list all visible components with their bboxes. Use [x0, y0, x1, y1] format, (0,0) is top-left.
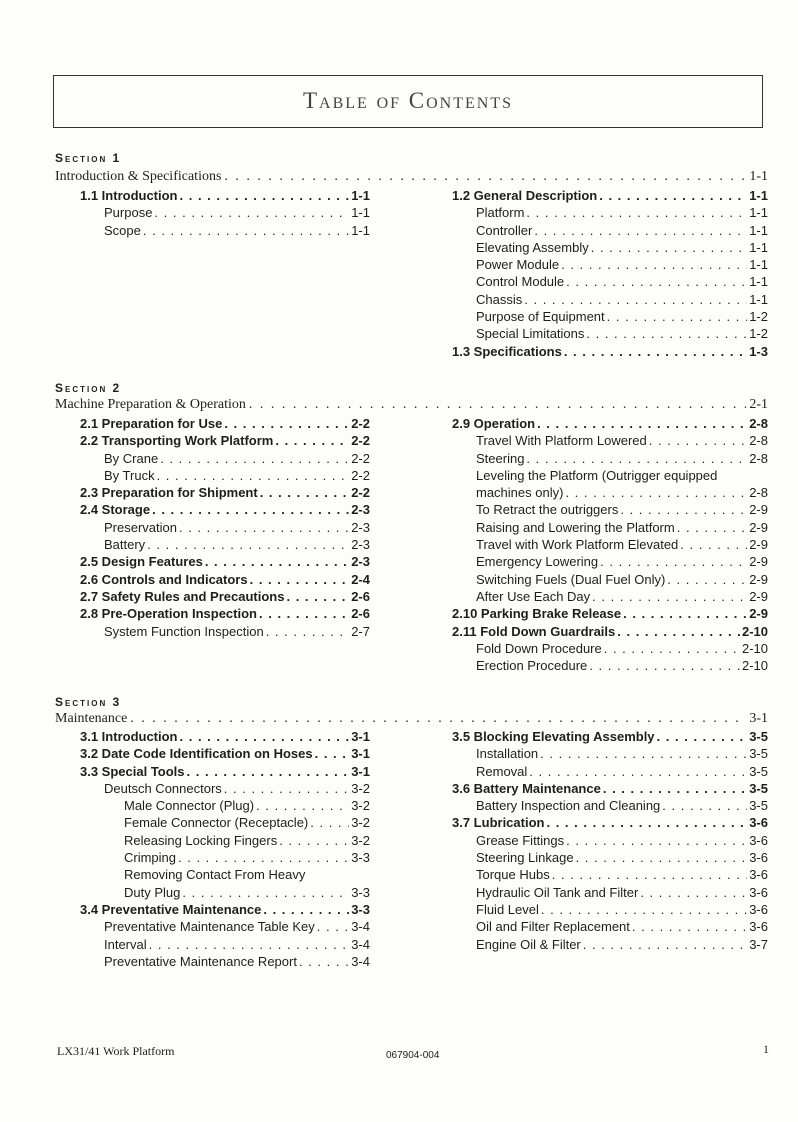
toc-entry-title: Chassis: [476, 291, 523, 307]
section-title: Introduction & Specifications: [55, 169, 222, 184]
toc-entry[interactable]: [80, 918, 370, 935]
toc-entry-title: 3.4 Preventative Maintenance: [80, 901, 262, 917]
toc-entry-page: 3-6: [749, 884, 768, 900]
toc-entry-title: 2.7 Safety Rules and Precautions: [80, 588, 285, 604]
toc-entry-title: Leveling the Platform (Outrigger equipped: [476, 467, 718, 483]
toc-entry-title: 1.3 Specifications: [452, 343, 562, 359]
toc-entry[interactable]: [80, 953, 370, 970]
toc-entry-title: Controller: [476, 222, 533, 238]
toc-entry[interactable]: [80, 745, 370, 762]
dot-leader: [546, 814, 747, 831]
toc-entry-page: 2-8: [749, 485, 768, 501]
dot-leader: [299, 953, 349, 970]
toc-column-right: [452, 187, 768, 360]
dot-leader: [537, 415, 747, 432]
toc-column-right: [452, 728, 768, 953]
toc-entry-title: By Truck: [104, 467, 155, 483]
toc-entry[interactable]: [452, 553, 768, 570]
toc-entry-page: 2-3: [351, 502, 370, 518]
toc-entry[interactable]: [80, 432, 370, 449]
toc-entry-page: 1-1: [749, 239, 768, 255]
toc-entry[interactable]: [452, 780, 768, 797]
toc-entry-title: Hydraulic Oil Tank and Filter: [476, 884, 639, 900]
dot-leader: [566, 832, 747, 849]
dot-leader: [566, 273, 747, 290]
toc-entry-page: 2-9: [749, 571, 768, 587]
toc-entry-title: Grease Fittings: [476, 832, 565, 848]
toc-entry-page: 1-1: [351, 205, 370, 221]
toc-entry-title: Fluid Level: [476, 901, 539, 917]
dot-leader: [205, 553, 349, 570]
section-page: 1-1: [749, 169, 768, 184]
dot-leader: [620, 501, 747, 518]
toc-entry[interactable]: [80, 814, 370, 831]
toc-entry[interactable]: [80, 501, 370, 518]
dot-leader: [667, 571, 747, 588]
toc-entry[interactable]: [452, 797, 768, 814]
dot-leader: [607, 308, 748, 325]
dot-leader: [564, 343, 747, 360]
toc-entry[interactable]: [452, 291, 768, 308]
dot-leader: [540, 745, 747, 762]
dot-leader: [662, 797, 747, 814]
toc-entry-title: Preservation: [104, 519, 177, 535]
toc-entry-title: 2.9 Operation: [452, 416, 536, 431]
dot-leader: [178, 849, 349, 866]
dot-leader: [187, 763, 350, 780]
dot-leader: [561, 256, 747, 273]
toc-entry[interactable]: [80, 728, 370, 745]
toc-entry-title: 2.1 Preparation for Use: [80, 416, 223, 431]
toc-entry-title: Battery: [104, 537, 146, 553]
toc-entry[interactable]: [452, 936, 768, 953]
toc-entry[interactable]: [452, 623, 768, 640]
toc-entry-title: Erection Procedure: [476, 658, 588, 674]
toc-entry-title: System Function Inspection: [104, 623, 264, 639]
toc-entry-page: 3-6: [749, 919, 768, 935]
toc-entry-title: Travel with Work Platform Elevated: [476, 537, 679, 553]
dot-leader: [259, 605, 349, 622]
toc-entry[interactable]: [452, 204, 768, 221]
dot-leader: [317, 918, 349, 935]
dot-leader: [632, 918, 747, 935]
toc-entry[interactable]: [452, 256, 768, 273]
toc-entry-page: 3-3: [351, 884, 370, 900]
toc-entry-title: Special Limitations: [476, 326, 585, 342]
toc-entry-title: After Use Each Day: [476, 588, 591, 604]
toc-entry[interactable]: [80, 763, 370, 780]
dot-leader: [160, 450, 349, 467]
toc-entry-page: 1-1: [749, 222, 768, 238]
toc-entry-title: 3.6 Battery Maintenance: [452, 780, 601, 796]
section-title-row[interactable]: [55, 397, 768, 413]
toc-entry-title: Male Connector (Plug): [124, 798, 255, 814]
toc-entry[interactable]: [452, 325, 768, 342]
toc-entry[interactable]: [452, 273, 768, 290]
toc-entry-page: 3-2: [351, 798, 370, 814]
toc-entry-page: 3-5: [749, 746, 768, 762]
dot-leader: [592, 588, 747, 605]
dot-leader: [152, 501, 349, 518]
toc-entry[interactable]: [80, 415, 370, 432]
toc-entry[interactable]: [452, 832, 768, 849]
toc-entry-page: 1-1: [351, 188, 370, 203]
dot-leader: [526, 450, 747, 467]
dot-leader: [565, 484, 747, 501]
toc-entry-page: 3-3: [351, 901, 370, 917]
toc-entry[interactable]: [452, 308, 768, 325]
toc-entry-page: 1-2: [749, 326, 768, 342]
footer-product: LX31/41 Work Platform: [57, 1044, 175, 1058]
dot-leader: [249, 397, 746, 413]
toc-entry-page: 2-2: [351, 450, 370, 466]
toc-entry-page: 2-9: [749, 537, 768, 553]
toc-entry-title: Deutsch Connectors: [104, 780, 222, 796]
toc-entry-page: 3-5: [749, 780, 768, 796]
toc-entry-title: Control Module: [476, 274, 565, 290]
dot-leader: [275, 432, 349, 449]
toc-entry-page: 3-5: [749, 729, 768, 744]
toc-entry-title: Interval: [104, 936, 147, 952]
toc-entry-page: 3-6: [749, 832, 768, 848]
toc-entry-page: 1-1: [749, 205, 768, 221]
dot-leader: [286, 588, 349, 605]
toc-entry[interactable]: [80, 901, 370, 918]
dot-leader: [649, 432, 747, 449]
toc-entry[interactable]: [80, 866, 370, 883]
dot-leader: [583, 936, 747, 953]
toc-entry-page: 3-1: [351, 729, 370, 744]
toc-entry[interactable]: [452, 187, 768, 204]
toc-entry-page: 2-2: [351, 433, 370, 449]
dot-leader: [604, 640, 740, 657]
toc-entry-title: 2.2 Transporting Work Platform: [80, 433, 274, 449]
dot-leader: [256, 797, 349, 814]
toc-entry[interactable]: [80, 450, 370, 467]
dot-leader: [591, 239, 747, 256]
toc-entry-title: 2.11 Fold Down Guardrails: [452, 623, 616, 639]
toc-entry-title: Elevating Assembly: [476, 239, 589, 255]
section-label: Section 2: [55, 381, 122, 395]
dot-leader: [534, 222, 747, 239]
toc-entry-page: 3-4: [351, 953, 370, 969]
section-title: Machine Preparation & Operation: [55, 397, 246, 412]
toc-entry[interactable]: [80, 536, 370, 553]
dot-leader: [529, 763, 747, 780]
toc-entry[interactable]: [80, 936, 370, 953]
toc-entry[interactable]: [80, 849, 370, 866]
toc-entry-title: Platform: [476, 205, 525, 221]
dot-leader: [310, 814, 349, 831]
toc-entry[interactable]: [452, 745, 768, 762]
dot-leader: [180, 728, 350, 745]
toc-entry-title: 3.2 Date Code Identification on Hoses: [80, 746, 313, 762]
section-title-row[interactable]: [55, 169, 768, 185]
toc-entry[interactable]: [452, 657, 768, 674]
toc-entry-page: 3-2: [351, 780, 370, 796]
dot-leader: [524, 291, 747, 308]
toc-entry[interactable]: [452, 415, 768, 432]
page-title: Table of Contents: [303, 88, 513, 113]
toc-entry-page: 3-7: [749, 936, 768, 952]
toc-entry[interactable]: [80, 204, 370, 221]
toc-entry[interactable]: [452, 814, 768, 831]
dot-leader: [250, 571, 350, 588]
toc-entry-page: 2-3: [351, 519, 370, 535]
dot-leader: [589, 657, 740, 674]
toc-entry[interactable]: [452, 467, 768, 484]
toc-entry[interactable]: [80, 553, 370, 570]
toc-entry[interactable]: [80, 222, 370, 239]
toc-entry-title: Fold Down Procedure: [476, 640, 602, 656]
toc-entry-title: Steering: [476, 450, 525, 466]
toc-entry-page: 2-9: [749, 519, 768, 535]
dot-leader: [600, 553, 747, 570]
toc-entry[interactable]: [452, 484, 768, 501]
toc-entry-title: Raising and Lowering the Platform: [476, 519, 675, 535]
toc-entry-page: 2-6: [351, 588, 370, 604]
section-title-row[interactable]: [55, 711, 768, 727]
section-title: Maintenance: [55, 711, 128, 726]
toc-entry-page: 2-8: [749, 433, 768, 449]
toc-entry-page: 3-2: [351, 815, 370, 831]
toc-entry-title: machines only): [476, 485, 564, 501]
toc-entry[interactable]: [452, 501, 768, 518]
toc-entry-title: Engine Oil & Filter: [476, 936, 581, 952]
toc-entry-title: Power Module: [476, 257, 560, 273]
toc-entry[interactable]: [80, 780, 370, 797]
toc-entry-page: 2-8: [749, 450, 768, 466]
toc-entry[interactable]: [452, 222, 768, 239]
toc-column-right: [452, 415, 768, 674]
toc-entry-page: 3-6: [749, 901, 768, 917]
toc-entry-page: 3-4: [351, 936, 370, 952]
toc-entry-title: Scope: [104, 222, 141, 238]
toc-entry-page: 3-5: [749, 798, 768, 814]
dot-leader: [680, 536, 747, 553]
footer-page-number: 1: [763, 1042, 769, 1056]
toc-entry-title: Removing Contact From Heavy: [124, 867, 306, 883]
toc-entry-page: 3-3: [351, 850, 370, 866]
toc-entry-page: 2-2: [351, 416, 370, 431]
toc-entry[interactable]: [452, 884, 768, 901]
dot-leader: [149, 936, 350, 953]
toc-entry-title: Oil and Filter Replacement: [476, 919, 630, 935]
toc-entry-title: Switching Fuels (Dual Fuel Only): [476, 571, 666, 587]
toc-entry[interactable]: [452, 901, 768, 918]
toc-entry-page: 2-10: [741, 623, 768, 639]
toc-entry-page: 3-1: [351, 763, 370, 779]
dot-leader: [315, 745, 350, 762]
dot-leader: [182, 884, 349, 901]
toc-entry-title: Removal: [476, 763, 528, 779]
toc-entry-title: Female Connector (Receptacle): [124, 815, 309, 831]
toc-entry[interactable]: [80, 467, 370, 484]
toc-entry[interactable]: [452, 536, 768, 553]
section-page: 3-1: [749, 711, 768, 726]
toc-entry-page: 3-2: [351, 832, 370, 848]
toc-entry-title: 2.4 Storage: [80, 502, 151, 518]
toc-entry-title: 2.3 Preparation for Shipment: [80, 485, 258, 501]
toc-entry[interactable]: [452, 343, 768, 360]
toc-entry-title: 2.8 Pre-Operation Inspection: [80, 606, 257, 622]
toc-entry-page: 1-1: [749, 188, 768, 203]
toc-entry[interactable]: [80, 588, 370, 605]
toc-entry-title: 3.7 Lubrication: [452, 815, 545, 831]
toc-entry-title: 3.5 Blocking Elevating Assembly: [452, 729, 655, 744]
toc-entry-title: Purpose of Equipment: [476, 309, 605, 325]
toc-entry[interactable]: [452, 918, 768, 935]
section-page: 2-1: [749, 397, 768, 412]
toc-entry-title: 3.1 Introduction: [80, 729, 178, 744]
toc-entry[interactable]: [452, 432, 768, 449]
toc-entry[interactable]: [452, 728, 768, 745]
toc-entry-page: 2-4: [351, 571, 370, 587]
dot-leader: [526, 204, 747, 221]
toc-entry-page: 2-2: [351, 485, 370, 501]
toc-entry[interactable]: [80, 884, 370, 901]
dot-leader: [617, 623, 740, 640]
dot-leader: [224, 415, 349, 432]
toc-entry-page: 2-7: [351, 623, 370, 639]
dot-leader: [154, 204, 349, 221]
toc-entry-page: 3-1: [351, 746, 370, 762]
toc-entry-title: Steering Linkage: [476, 850, 574, 866]
dot-leader: [260, 484, 350, 501]
toc-entry-title: Emergency Lowering: [476, 554, 599, 570]
toc-entry-page: 2-3: [351, 554, 370, 570]
toc-entry-title: 2.10 Parking Brake Release: [452, 606, 622, 622]
toc-entry-page: 2-2: [351, 467, 370, 483]
toc-entry[interactable]: [452, 588, 768, 605]
dot-leader: [179, 519, 349, 536]
toc-entry[interactable]: [452, 640, 768, 657]
toc-entry-title: Preventative Maintenance Table Key: [104, 919, 315, 935]
toc-entry[interactable]: [80, 484, 370, 501]
dot-leader: [279, 832, 349, 849]
toc-entry-page: 2-3: [351, 537, 370, 553]
toc-entry[interactable]: [80, 832, 370, 849]
dot-leader: [224, 780, 349, 797]
toc-entry-page: 2-10: [741, 640, 768, 656]
toc-entry-page: 3-5: [749, 763, 768, 779]
toc-entry-title: Preventative Maintenance Report: [104, 953, 297, 969]
toc-entry-page: 3-6: [749, 815, 768, 831]
toc-entry[interactable]: [452, 450, 768, 467]
footer-doc-number: 067904-004: [386, 1050, 440, 1061]
toc-entry-page: 3-6: [749, 850, 768, 866]
toc-entry[interactable]: [452, 519, 768, 536]
toc-entry[interactable]: [452, 849, 768, 866]
toc-entry-title: 1.2 General Description: [452, 188, 598, 203]
toc-entry[interactable]: [80, 623, 370, 640]
toc-entry-title: 1.1 Introduction: [80, 188, 178, 203]
toc-entry-page: 2-9: [749, 502, 768, 518]
toc-entry[interactable]: [80, 571, 370, 588]
dot-leader: [263, 901, 349, 918]
toc-entry-page: 1-1: [351, 222, 370, 238]
toc-entry[interactable]: [80, 519, 370, 536]
toc-entry-page: 2-8: [749, 416, 768, 431]
toc-entry-title: By Crane: [104, 450, 159, 466]
dot-leader: [143, 222, 349, 239]
dot-leader: [130, 711, 746, 727]
dot-leader: [623, 605, 747, 622]
toc-entry[interactable]: [80, 797, 370, 814]
toc-entry-title: 2.6 Controls and Indicators: [80, 571, 248, 587]
title-box: [53, 75, 763, 128]
toc-entry-page: 2-9: [749, 606, 768, 622]
dot-leader: [157, 467, 350, 484]
toc-entry-title: 3.3 Special Tools: [80, 763, 185, 779]
toc-column-left: [80, 415, 370, 640]
toc-entry-page: 2-9: [749, 554, 768, 570]
dot-leader: [603, 780, 747, 797]
dot-leader: [677, 519, 747, 536]
toc-entry[interactable]: [452, 571, 768, 588]
toc-entry-title: Battery Inspection and Cleaning: [476, 798, 661, 814]
toc-entry[interactable]: [452, 763, 768, 780]
toc-entry-title: To Retract the outriggers: [476, 502, 619, 518]
toc-entry-page: 1-2: [749, 309, 768, 325]
toc-entry[interactable]: [80, 605, 370, 622]
toc-entry-title: Travel With Platform Lowered: [476, 433, 647, 449]
section-label: Section 1: [55, 151, 122, 165]
toc-entry[interactable]: [452, 866, 768, 883]
toc-entry-page: 1-3: [749, 343, 768, 359]
toc-entry-title: Installation: [476, 746, 539, 762]
toc-entry-title: Releasing Locking Fingers: [124, 832, 278, 848]
toc-column-left: [80, 187, 370, 239]
toc-entry-page: 2-6: [351, 606, 370, 622]
dot-leader: [266, 623, 350, 640]
toc-entry-page: 1-1: [749, 291, 768, 307]
dot-leader: [657, 728, 748, 745]
toc-entry-page: 1-1: [749, 274, 768, 290]
dot-leader: [552, 866, 747, 883]
toc-entry[interactable]: [452, 239, 768, 256]
dot-leader: [599, 187, 747, 204]
toc-entry-title: Torque Hubs: [476, 867, 550, 883]
dot-leader: [640, 884, 747, 901]
toc-entry-page: 1-1: [749, 257, 768, 273]
dot-leader: [576, 849, 748, 866]
toc-entry-title: 2.5 Design Features: [80, 554, 203, 570]
dot-leader: [586, 325, 747, 342]
section-label: Section 3: [55, 695, 122, 709]
toc-entry-page: 3-6: [749, 867, 768, 883]
toc-entry-title: Duty Plug: [124, 884, 181, 900]
toc-entry-title: Purpose: [104, 205, 153, 221]
dot-leader: [541, 901, 747, 918]
toc-entry[interactable]: [452, 605, 768, 622]
toc-column-left: [80, 728, 370, 970]
toc-entry-page: 2-10: [741, 658, 768, 674]
toc-entry-page: 3-4: [351, 919, 370, 935]
dot-leader: [224, 169, 746, 185]
toc-entry-title: Crimping: [124, 850, 177, 866]
dot-leader: [180, 187, 350, 204]
toc-entry[interactable]: [80, 187, 370, 204]
toc-entry-page: 2-9: [749, 588, 768, 604]
dot-leader: [147, 536, 349, 553]
